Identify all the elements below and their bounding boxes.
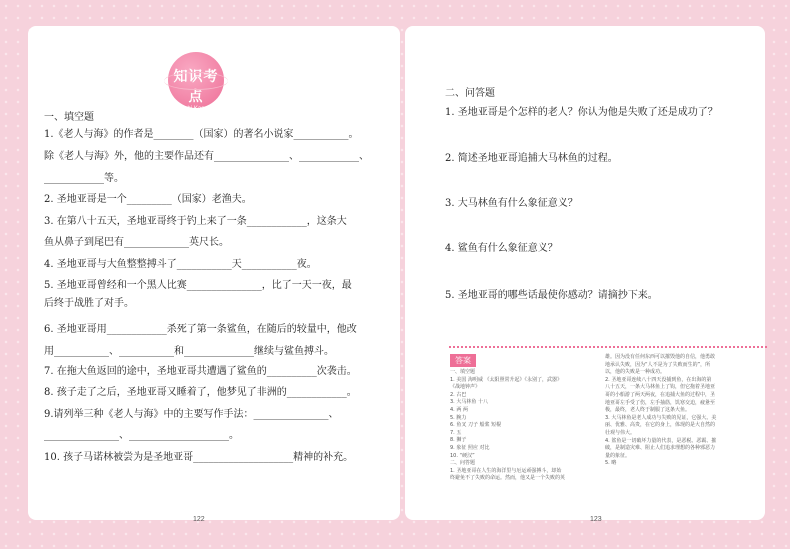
question-3-line-1: 3. 在第八十五天，圣地亚哥终于钓上来了一条____________，这条大 — [44, 216, 347, 227]
answer-line: 地亚哥左手受了伤，左手抽筋，饥寒交迫，疲惫至 — [605, 399, 716, 406]
answers-column-right — [605, 354, 755, 468]
question-5-line-1: 5. 圣地亚哥曾经和一个黑人比赛_______________，比了一天一夜，最 — [44, 280, 352, 291]
answer-line: 以，他的失败是一种成功。 — [605, 369, 666, 376]
question-1-line-2: 除《老人与海》外，他的主要作品还有_______________、____________、 — [44, 151, 369, 162]
page-number-right: 123 — [590, 516, 602, 523]
answer-line: 壮观与伟大。 — [605, 429, 636, 436]
question-2: 2. 圣地亚哥是一个_________（国家）老渔夫。 — [44, 194, 252, 205]
question-8: 8. 孩子走了之后，圣地亚哥又睡着了，他梦见了非洲的____________。 — [44, 387, 357, 398]
question-9-line-1: 9.请列举三种《老人与海》中的主要写作手法：_______________、 — [44, 409, 339, 420]
answer-line: 八十五天，一条大马林鱼上了钩，但它拖着圣地亚 — [605, 384, 716, 391]
question-1-line-3: ____________等。 — [44, 173, 124, 184]
answer-line: 2. 圣地亚哥连续八十四天没捕到鱼，在出海的第 — [605, 376, 712, 383]
question-3-line-2: 鱼从鼻子到尾巴有_____________英尺长。 — [44, 237, 229, 248]
answer-line: 1. 圣地亚哥在人生的海洋里与厄运顽强搏斗，却始 — [450, 467, 562, 474]
answer-line: 破，是制造灾难、阻止人们追求理想的各种邪恶力 — [605, 445, 716, 452]
answer-line: 4. 两 两 — [450, 406, 468, 413]
question-5-line-2: 后终于战胜了对手。 — [44, 298, 134, 309]
answer-line: 一、填空题 — [450, 369, 476, 375]
answer-line: 10. “硬汉” — [450, 452, 475, 459]
answer-divider — [449, 346, 767, 348]
question-7: 7. 在拖大鱼返回的途中，圣地亚哥共遭遇了鲨鱼的__________次袭击。 — [44, 366, 357, 377]
fill-blank-title: 一、填空题 — [44, 112, 94, 123]
answer-line: 6. 鱼叉 刀子 船桨 短棍 — [450, 422, 502, 429]
page-number-left: 122 — [193, 516, 205, 523]
answer-line: 量的象征。 — [605, 452, 631, 459]
answer-line: 极，最终，老人终于制服了这条大鱼。 — [605, 407, 691, 414]
question-1-line-1: 1.《老人与海》的作者是________（国家）的著名小说家___________。 — [44, 129, 359, 140]
answer-label: 答案 — [450, 354, 476, 367]
left-page — [28, 26, 400, 520]
answer-line: 3. 大马林鱼是老人成功与失败的见证，它强大、美 — [605, 414, 717, 421]
question-6-line-1: 6. 圣地亚哥用____________杀死了第一条鲨鱼，在随后的较量中，他改 — [44, 324, 357, 335]
answer-line: 雄。因为没有任何东西可以摧毁他的自信，他勇敢 — [605, 354, 716, 360]
question-6-line-2: 用___________、___________和______________继续与鲨鱼搏斗。 — [44, 346, 334, 357]
qa-title: 二、问答题 — [445, 88, 495, 99]
answer-line: 丽、优雅、高贵，在它的身上，体现的是大自然的 — [605, 422, 716, 429]
answer-line: 终避免不了失败的命运。然而，他又是一个失败的英 — [450, 475, 566, 482]
question-10: 10. 孩子马诺林被尝为是圣地亚哥____________________精神的补充。 — [44, 452, 354, 463]
qa-question-2: 2. 简述圣地亚哥追捕大马林鱼的过程。 — [445, 153, 618, 164]
qa-question-5: 5. 圣地亚哥的哪些话最使你感动？请摘抄下来。 — [445, 290, 658, 301]
qa-question-1: 1. 圣地亚哥是个怎样的老人？你认为他是失败了还是成功了？ — [445, 107, 718, 118]
question-4: 4. 圣地亚哥与大鱼整整搏斗了___________天___________夜。 — [44, 259, 317, 270]
answer-line: 地承认失败，因为“人不是为了失败而生的”，所 — [605, 361, 711, 368]
qa-question-3: 3. 大马林鱼有什么象征意义？ — [445, 198, 578, 209]
answer-line: 2. 古巴 — [450, 391, 467, 398]
answer-line: 1. 美国 海明威 《太阳照常升起》《永别了，武器》 — [450, 376, 563, 383]
answer-line: 3. 大马林鱼 十八 — [450, 399, 488, 406]
answer-line: 哥的小船游了两天两夜，在追捕大鱼的过程中，圣 — [605, 391, 716, 398]
answer-line: 9. 象征 照应 对比 — [450, 444, 490, 451]
answer-line: 二、问答题 — [450, 460, 476, 467]
answer-line: 《战地钟声》 — [450, 384, 481, 391]
answer-line: 5. 腕力 — [450, 414, 467, 421]
knowledge-badge — [168, 52, 224, 112]
answer-line: 5. 略 — [605, 460, 617, 467]
badge-title: 知识考点 — [173, 69, 219, 105]
answer-line: 8. 狮子 — [450, 437, 467, 444]
answer-line: 4. 鲨鱼是一切破坏力量的代表，是恶税、恶霸、摧 — [605, 437, 717, 444]
qa-question-4: 4. 鲨鱼有什么象征意义？ — [445, 243, 558, 254]
right-page — [405, 26, 765, 520]
badge-subtitle: Zhishi Kaodian — [176, 106, 216, 112]
question-9-line-2: _______________、____________________。 — [44, 430, 239, 441]
answers-column-left — [450, 369, 600, 483]
answer-line: 7. 五 — [450, 429, 462, 436]
